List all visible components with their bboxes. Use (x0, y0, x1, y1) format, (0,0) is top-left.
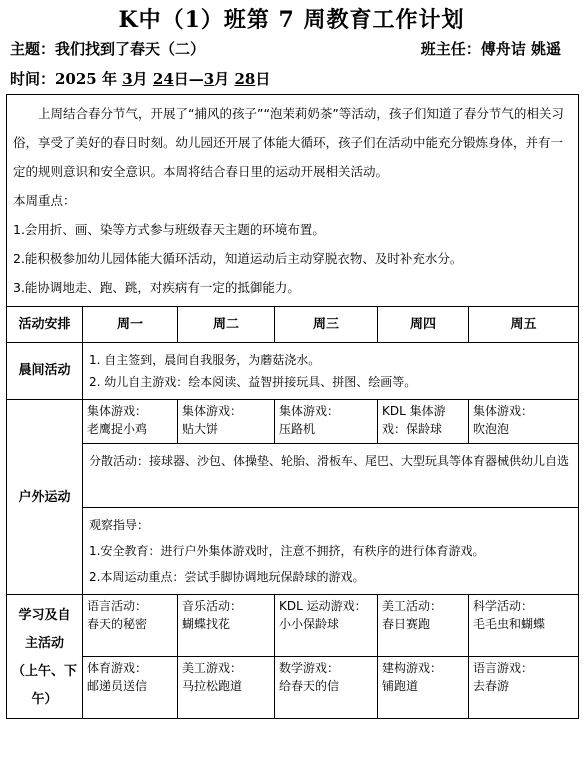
theme-value: 我们找到了春天（二） (55, 40, 206, 58)
study-row-1 (7, 595, 579, 657)
day-wednesday: 周三 (275, 307, 378, 343)
activity-type: 音乐活动： (182, 599, 243, 613)
morning-content (83, 343, 579, 400)
activity-name: 去春游 (473, 679, 510, 693)
outdoor-dispersed-row (7, 444, 579, 508)
date-separator: 日— (173, 70, 204, 88)
focus-item: 1.会用折、画、染等方式参与班级春天主题的环境布置。 (13, 222, 325, 237)
observe-title: 观察指导： (89, 518, 150, 532)
outdoor-game-cell (378, 400, 469, 444)
study-cell (178, 657, 275, 719)
game-name: 贴大饼 (182, 422, 219, 436)
activity-name: 毛毛虫和蝴蝶 (473, 617, 546, 631)
morning-line: 2. 幼儿自主游戏：绘本阅读、益智拼接玩具、拼图、绘画等。 (89, 375, 417, 389)
activity-type: 体育游戏： (87, 661, 148, 675)
activity-name: 邮递员送信 (87, 679, 148, 693)
study-label-line: 学习及自 (18, 607, 71, 623)
study-label-line: 午） (31, 691, 58, 707)
game-type: KDL 集体游 (382, 404, 446, 418)
date-start-month: 3 (122, 70, 133, 88)
outdoor-game-cell (178, 400, 275, 444)
date-month-char-1: 月 (132, 70, 148, 88)
outdoor-label: 户外运动 (7, 400, 83, 595)
activity-type: 语言活动： (87, 599, 148, 613)
morning-row (7, 343, 579, 400)
study-cell (83, 657, 178, 719)
outdoor-games-row (7, 400, 579, 444)
activity-type: 美工活动： (382, 599, 443, 613)
teacher-info (421, 38, 561, 59)
day-monday: 周一 (83, 307, 178, 343)
intro-cell (7, 95, 579, 307)
study-label-line: 主活动 (24, 635, 64, 651)
observe-guidance (83, 508, 579, 595)
study-cell (83, 595, 178, 657)
focus-item: 3.能协调地走、跑、跳，对疾病有一定的抵御能力。 (13, 280, 300, 295)
activity-type: 建构游戏： (382, 661, 443, 675)
theme-line (10, 38, 573, 59)
activity-name: 蝴蝶找花 (182, 617, 231, 631)
page-title: K中（1）班第 7 周教育工作计划 (118, 7, 465, 33)
dispersed-activity: 分散活动：接球器、沙包、体操垫、轮胎、滑板车、尾巴、大型玩具等体育器械供幼儿自选 (83, 444, 579, 508)
game-type: 集体游戏： (279, 404, 340, 418)
morning-line: 1. 自主签到，晨间自我服务，为蘑菇浇水。 (89, 353, 321, 367)
observe-line: 2.本周运动重点：尝试手脚协调地玩保龄球的游戏。 (89, 570, 365, 584)
game-name: 戏：保龄球 (382, 422, 443, 436)
study-cell (469, 657, 579, 719)
activity-type: 数学游戏： (279, 661, 340, 675)
activity-type: KDL 运动游戏： (279, 599, 367, 613)
activity-name: 春天的秘密 (87, 617, 148, 631)
activity-name: 马拉松跑道 (182, 679, 243, 693)
study-cell (178, 595, 275, 657)
date-start-day: 24 (152, 70, 174, 88)
game-name: 吹泡泡 (473, 422, 510, 436)
day-tuesday: 周二 (178, 307, 275, 343)
game-name: 压路机 (279, 422, 316, 436)
activity-name: 铺跑道 (382, 679, 419, 693)
date-day-char: 日 (255, 70, 271, 88)
activity-type: 美工游戏： (182, 661, 243, 675)
plan-table (6, 94, 579, 719)
activity-name: 小小保龄球 (279, 617, 340, 631)
outdoor-game-cell (275, 400, 378, 444)
study-label (7, 595, 83, 719)
study-cell (469, 595, 579, 657)
focus-title: 本周重点： (13, 193, 76, 208)
outdoor-game-cell (469, 400, 579, 444)
observe-line: 1.安全教育：进行户外集体游戏时，注意不拥挤，有秩序的进行体育游戏。 (89, 544, 485, 558)
study-row-2 (7, 657, 579, 719)
day-thursday: 周四 (378, 307, 469, 343)
game-type: 集体游戏： (182, 404, 243, 418)
activity-name: 春日赛跑 (382, 617, 431, 631)
date-end-month: 3 (203, 70, 215, 88)
teacher-label: 班主任： (420, 40, 481, 58)
theme-label: 主题： (10, 40, 56, 58)
activity-type: 科学活动： (473, 599, 534, 613)
game-name: 老鹰捉小鸡 (87, 422, 148, 436)
morning-label: 晨间活动 (7, 343, 83, 400)
date-month-char-2: 月 (214, 70, 230, 88)
date-end-day: 28 (234, 70, 256, 88)
teacher-names: 傅舟诘 姚遥 (480, 40, 561, 58)
activity-name: 给春天的信 (279, 679, 340, 693)
study-cell (378, 657, 469, 719)
study-cell (275, 595, 378, 657)
study-cell (378, 595, 469, 657)
header-label: 活动安排 (7, 307, 83, 343)
date-line (10, 68, 573, 89)
date-prefix: 时间：2025 年 (10, 70, 117, 88)
game-type: 集体游戏： (87, 404, 148, 418)
study-cell (275, 657, 378, 719)
study-label-line: （上午、下 (11, 663, 77, 679)
outdoor-observe-row (7, 508, 579, 595)
focus-item: 2.能积极参加幼儿园体能大循环活动，知道运动后主动穿脱衣物、及时补充水分。 (13, 251, 463, 266)
outdoor-game-cell (83, 400, 178, 444)
activity-type: 语言游戏： (473, 661, 534, 675)
game-type: 集体游戏： (473, 404, 534, 418)
intro-paragraph: 上周结合春分节气，开展了“捕风的孩子”“泡茉莉奶茶”等活动，孩子们知道了春分节气的相关习俗，享受了美好的春日时刻。幼儿园还开展了体能大循环，孩子们在活动中能充分锻炼身体，并有一定的规则意识和安全意识。本周将结合春日里的运动开展相关活动。 (13, 106, 564, 179)
day-friday: 周五 (469, 307, 579, 343)
header-row (7, 307, 579, 343)
